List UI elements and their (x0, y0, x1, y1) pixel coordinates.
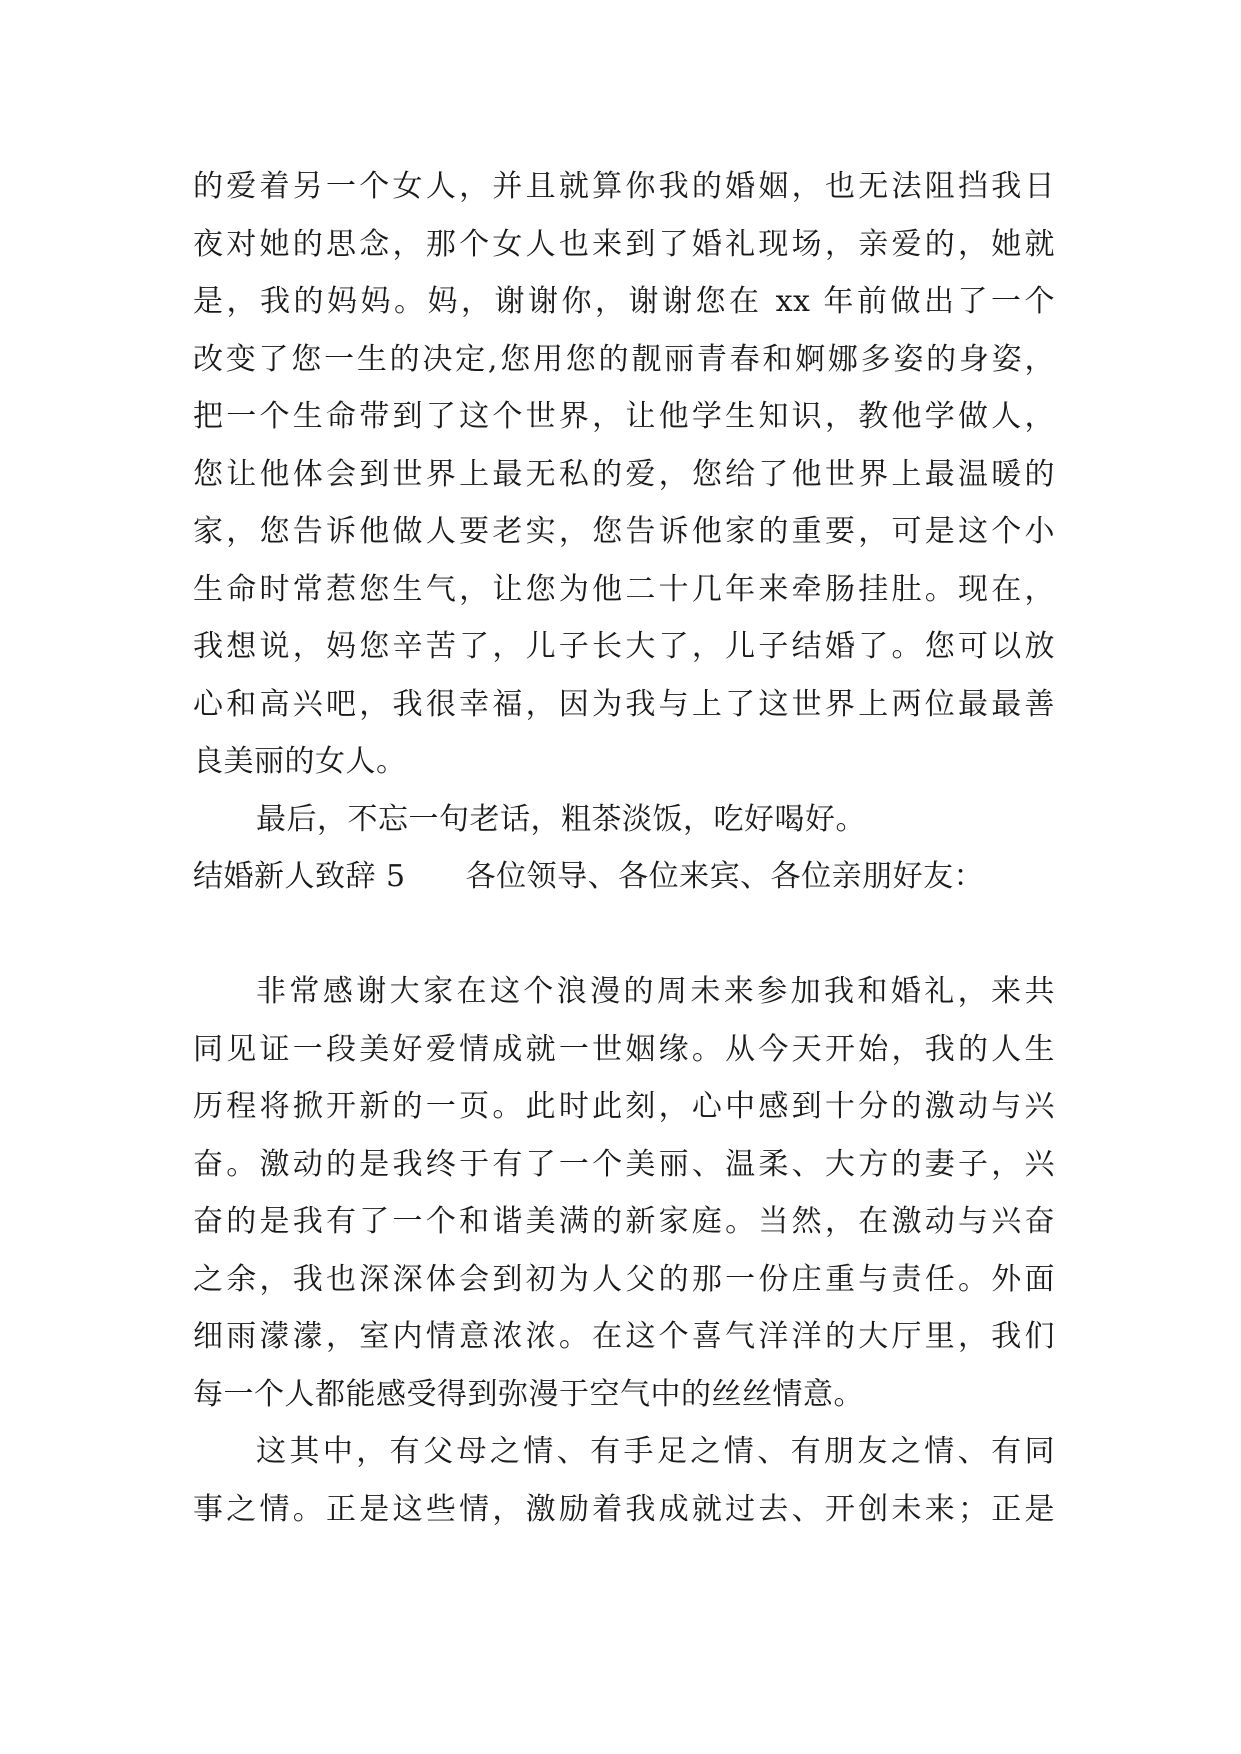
section-title: 结婚新人致辞 5 (193, 859, 406, 894)
section-heading (193, 848, 1055, 906)
text-line: 夜对她的思念，那个女人也来到了婚礼现场，亲爱的，她就 (193, 226, 1055, 262)
text-line: 这其中，有父母之情、有手足之情、有朋友之情、有同 (256, 1434, 1055, 1469)
paragraph-1 (193, 158, 1055, 791)
text-line: 是，我的妈妈。妈，谢谢你，谢谢您在 xx 年前做出了一个 (193, 284, 1055, 319)
text-line: 历程将掀开新的一页。此时此刻，心中感到十分的激动与兴 (193, 1089, 1055, 1124)
text-line: 奋的是我有了一个和谐美满的新家庭。当然，在激动与兴奋 (193, 1204, 1055, 1239)
text-line: 把一个生命带到了这个世界，让他学生知识，教他学做人， (193, 399, 1055, 434)
blank-line (193, 906, 1055, 964)
text-line: 家，您告诉他做人要老实，您告诉他家的重要，可是这个小 (193, 514, 1055, 549)
text-line: 您让他体会到世界上最无私的爱，您给了他世界上最温暖的 (193, 456, 1055, 492)
paragraph-2 (193, 791, 1055, 849)
text-line: 心和高兴吧，我很幸福，因为我与上了这世界上两位最最善 (193, 686, 1055, 722)
text-line: 之余，我也深深体会到初为人父的那一份庄重与责任。外面 (193, 1261, 1055, 1297)
text-line: 最后，不忘一句老话，粗茶淡饭，吃好喝好。 (256, 801, 866, 837)
text-line: 非常感谢大家在这个浪漫的周未来参加我和婚礼，来共 (256, 974, 1055, 1009)
text-line: 的爱着另一个女人，并且就算你我的婚姻，也无法阻挡我日 (193, 169, 1055, 204)
text-line: 每一个人都能感受得到弥漫于空气中的丝丝情意。 (193, 1376, 864, 1412)
paragraph-4 (193, 1423, 1055, 1538)
text-line: 改变了您一生的决定,您用您的靓丽青春和婀娜多姿的身姿， (193, 341, 1055, 377)
paragraph-3 (193, 963, 1055, 1423)
text-line: 我想说，妈您辛苦了，儿子长大了，儿子结婚了。您可以放 (193, 629, 1055, 664)
text-line: 事之情。正是这些情，激励着我成就过去、开创未来；正是 (193, 1491, 1055, 1527)
text-line: 细雨濛濛，室内情意浓浓。在这个喜气洋洋的大厅里，我们 (193, 1319, 1055, 1354)
text-line: 生命时常惹您生气，让您为他二十几年来牵肠挂肚。现在， (193, 571, 1055, 607)
text-line: 奋。激动的是我终于有了一个美丽、温柔、大方的妻子，兴 (193, 1146, 1055, 1182)
text-line: 同见证一段美好爱情成就一世姻缘。从今天开始，我的人生 (193, 1031, 1055, 1067)
text-line: 良美丽的女人。 (193, 744, 407, 779)
document-body (193, 158, 1055, 1538)
salutation: 各位领导、各位来宾、各位亲朋好友： (465, 859, 985, 894)
